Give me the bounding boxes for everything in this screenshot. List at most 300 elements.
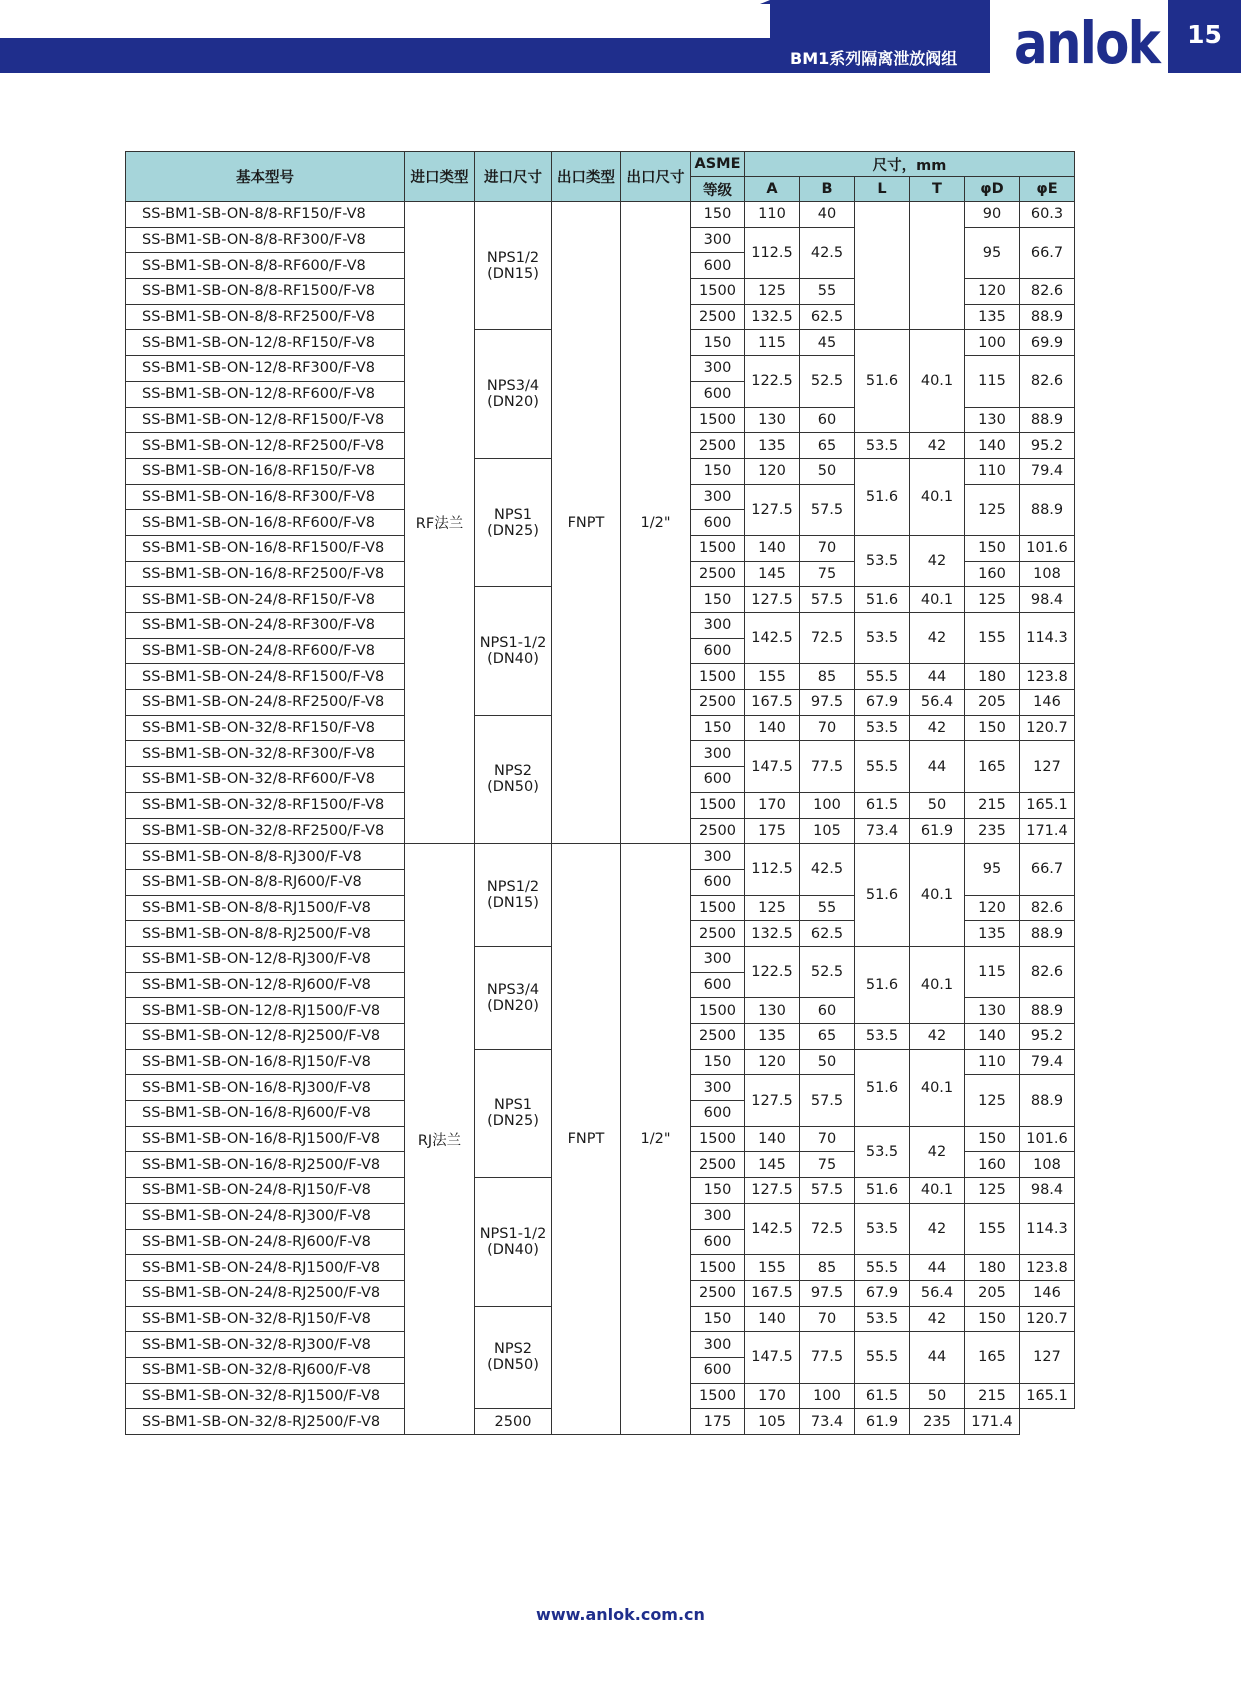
model-cell: SS-BM1-SB-ON-16/8-RF300/F-V8 [126,484,405,510]
dim-d-cell: 125 [965,1075,1020,1126]
dim-l-cell: 51.6 [855,844,910,947]
asme-class-cell: 1500 [691,664,745,690]
model-cell: SS-BM1-SB-ON-16/8-RJ300/F-V8 [126,1075,405,1101]
asme-class-cell: 150 [691,1306,745,1332]
dim-a-cell: 147.5 [745,1332,800,1383]
inlet-size-nps: NPS2 [493,763,533,780]
dim-b-cell: 77.5 [800,1332,855,1383]
dim-b-cell: 42.5 [800,844,855,895]
asme-class-cell: 300 [691,741,745,767]
dim-e-cell: 171.4 [1020,818,1075,844]
outlet-type-cell: FNPT [552,202,621,844]
model-cell: SS-BM1-SB-ON-32/8-RF300/F-V8 [126,741,405,767]
model-cell: SS-BM1-SB-ON-32/8-RJ300/F-V8 [126,1332,405,1358]
dim-e-cell: 120.7 [1020,715,1075,741]
dim-t-cell: 56.4 [910,1280,965,1306]
asme-class-cell: 2500 [691,818,745,844]
dim-a-cell: 135 [745,433,800,459]
dim-b-cell: 45 [800,330,855,356]
dim-d-cell: 150 [965,1126,1020,1152]
model-cell: SS-BM1-SB-ON-24/8-RJ600/F-V8 [126,1229,405,1255]
model-cell: SS-BM1-SB-ON-8/8-RJ600/F-V8 [126,869,405,895]
model-cell: SS-BM1-SB-ON-24/8-RF300/F-V8 [126,613,405,639]
dim-e-cell: 98.4 [1020,1178,1075,1204]
asme-class-cell: 2500 [691,1280,745,1306]
dim-b-cell: 77.5 [800,741,855,792]
inlet-size-nps: NPS3/4 [486,981,540,998]
dim-a-cell: 110 [745,202,800,228]
inlet-size-cell [475,715,552,843]
asme-class-cell: 300 [691,484,745,510]
dim-t-cell: 40.1 [910,458,965,535]
dim-l-cell: 73.4 [800,1409,855,1435]
dim-a-cell: 122.5 [745,356,800,407]
dim-d-cell: 165 [965,741,1020,792]
model-cell: SS-BM1-SB-ON-8/8-RF300/F-V8 [126,227,405,253]
dim-d-cell: 155 [965,613,1020,664]
dim-l-cell: 51.6 [855,587,910,613]
model-cell: SS-BM1-SB-ON-24/8-RF2500/F-V8 [126,690,405,716]
dim-t-cell: 42 [910,715,965,741]
dim-b-cell: 100 [800,1383,855,1409]
model-cell: SS-BM1-SB-ON-16/8-RJ2500/F-V8 [126,1152,405,1178]
dim-a-cell: 175 [691,1409,745,1435]
inlet-size-cell [475,1178,552,1306]
dim-l-cell: 55.5 [855,1332,910,1383]
dim-d-cell: 150 [965,1306,1020,1332]
dim-a-cell: 142.5 [745,613,800,664]
dim-e-cell: 123.8 [1020,664,1075,690]
dim-a-cell: 130 [745,407,800,433]
dim-a-cell: 112.5 [745,227,800,278]
asme-class-cell: 2500 [691,433,745,459]
dim-a-cell: 155 [745,1255,800,1281]
model-cell: SS-BM1-SB-ON-12/8-RF300/F-V8 [126,356,405,382]
model-cell: SS-BM1-SB-ON-32/8-RJ2500/F-V8 [126,1409,405,1435]
dim-d-cell: 130 [965,407,1020,433]
dim-d-cell: 150 [965,535,1020,561]
dim-a-cell: 140 [745,1126,800,1152]
dim-l-cell: 67.9 [855,1280,910,1306]
inlet-size-nps: NPS1/2 [486,879,540,896]
asme-class-cell: 1500 [691,279,745,305]
dim-b-cell: 97.5 [800,1280,855,1306]
dim-a-cell: 122.5 [745,946,800,997]
model-cell: SS-BM1-SB-ON-8/8-RJ300/F-V8 [126,844,405,870]
model-cell: SS-BM1-SB-ON-8/8-RF150/F-V8 [126,202,405,228]
dim-t-cell: 44 [910,741,965,792]
dim-l-cell: 61.5 [855,1383,910,1409]
header-dim-l: L [855,177,910,202]
dim-d-cell: 180 [965,1255,1020,1281]
dim-t-cell: 40.1 [910,844,965,947]
asme-class-cell: 600 [691,253,745,279]
dim-t-cell: 40.1 [910,587,965,613]
header-outlet-type: 出口类型 [552,152,621,202]
model-cell: SS-BM1-SB-ON-32/8-RJ1500/F-V8 [126,1383,405,1409]
asme-class-cell: 300 [691,1332,745,1358]
anlok-logo: anlok [1014,9,1160,77]
model-cell: SS-BM1-SB-ON-32/8-RJ150/F-V8 [126,1306,405,1332]
dim-e-cell: 123.8 [1020,1255,1075,1281]
dim-b-cell: 50 [800,1049,855,1075]
dim-t-cell: 40.1 [910,1178,965,1204]
model-cell: SS-BM1-SB-ON-8/8-RF1500/F-V8 [126,279,405,305]
dim-b-cell: 40 [800,202,855,228]
asme-class-cell: 1500 [691,792,745,818]
dim-l-cell: 61.5 [855,792,910,818]
dim-b-cell: 85 [800,664,855,690]
outlet-size-cell: 1/2" [621,202,691,844]
model-cell: SS-BM1-SB-ON-24/8-RF150/F-V8 [126,587,405,613]
header-dim-b: B [800,177,855,202]
dim-e-cell: 114.3 [1020,1203,1075,1254]
dim-d-cell: 110 [965,1049,1020,1075]
model-cell: SS-BM1-SB-ON-12/8-RF1500/F-V8 [126,407,405,433]
dim-b-cell: 62.5 [800,921,855,947]
outlet-type-cell: FNPT [552,844,621,1435]
dim-a-cell: 127.5 [745,587,800,613]
asme-class-cell: 300 [691,227,745,253]
dim-a-cell: 127.5 [745,484,800,535]
dim-d-cell: 110 [965,458,1020,484]
model-cell: SS-BM1-SB-ON-8/8-RJ1500/F-V8 [126,895,405,921]
dim-e-cell: 165.1 [1020,792,1075,818]
asme-class-cell: 300 [691,356,745,382]
asme-class-cell: 600 [691,1229,745,1255]
dim-a-cell: 130 [745,998,800,1024]
dim-a-cell: 115 [745,330,800,356]
asme-class-cell: 300 [691,1075,745,1101]
dim-l-cell [855,202,910,330]
model-cell: SS-BM1-SB-ON-16/8-RF2500/F-V8 [126,561,405,587]
model-cell: SS-BM1-SB-ON-16/8-RF600/F-V8 [126,510,405,536]
model-cell: SS-BM1-SB-ON-32/8-RJ600/F-V8 [126,1357,405,1383]
dim-b-cell: 105 [800,818,855,844]
asme-class-cell: 150 [691,330,745,356]
dim-d-cell: 160 [965,1152,1020,1178]
asme-class-cell: 150 [691,458,745,484]
dim-d-cell: 215 [965,1383,1020,1409]
model-cell: SS-BM1-SB-ON-24/8-RJ300/F-V8 [126,1203,405,1229]
dim-b-cell: 70 [800,1306,855,1332]
model-cell: SS-BM1-SB-ON-8/8-RF600/F-V8 [126,253,405,279]
inlet-size-nps: NPS1/2 [486,249,540,266]
dim-t-cell: 44 [910,664,965,690]
dim-b-cell: 97.5 [800,690,855,716]
inlet-size-nps: NPS1 [493,1097,533,1114]
dim-t-cell: 44 [910,1332,965,1383]
dim-d-cell: 125 [965,484,1020,535]
asme-class-cell: 600 [691,638,745,664]
dim-t-cell: 42 [910,1306,965,1332]
dim-e-cell: 95.2 [1020,433,1075,459]
dim-l-cell: 53.5 [855,1024,910,1050]
dim-d-cell: 155 [965,1203,1020,1254]
header-asme-class: 等级 [691,177,745,202]
header-dim-e: φE [1020,177,1075,202]
asme-class-cell: 300 [691,613,745,639]
dim-l-cell: 53.5 [855,535,910,586]
dim-d-cell: 205 [965,690,1020,716]
inlet-size-cell [475,202,552,330]
dim-a-cell: 135 [745,1024,800,1050]
dim-e-cell: 108 [1020,1152,1075,1178]
dim-e-cell: 79.4 [1020,1049,1075,1075]
dim-e-cell: 127 [1020,1332,1075,1383]
dim-l-cell: 67.9 [855,690,910,716]
dim-a-cell: 112.5 [745,844,800,895]
dim-e-cell: 98.4 [1020,587,1075,613]
dim-e-cell: 88.9 [1020,998,1075,1024]
dim-l-cell: 55.5 [855,741,910,792]
inlet-size-dn: (DN40) [487,651,539,668]
dim-e-cell: 60.3 [1020,202,1075,228]
model-cell: SS-BM1-SB-ON-12/8-RJ2500/F-V8 [126,1024,405,1050]
header-outlet-size: 出口尺寸 [621,152,691,202]
model-cell: SS-BM1-SB-ON-12/8-RJ600/F-V8 [126,972,405,998]
dim-a-cell: 127.5 [745,1075,800,1126]
dim-d-cell: 150 [965,715,1020,741]
asme-class-cell: 1500 [691,895,745,921]
asme-class-cell: 300 [691,946,745,972]
dim-b-cell: 72.5 [800,1203,855,1254]
dim-e-cell: 88.9 [1020,921,1075,947]
dim-b-cell: 55 [800,895,855,921]
dim-b-cell: 62.5 [800,304,855,330]
dim-a-cell: 127.5 [745,1178,800,1204]
model-cell: SS-BM1-SB-ON-8/8-RJ2500/F-V8 [126,921,405,947]
dim-l-cell: 55.5 [855,664,910,690]
model-cell: SS-BM1-SB-ON-16/8-RJ1500/F-V8 [126,1126,405,1152]
inlet-size-cell [475,946,552,1049]
asme-class-cell: 2500 [691,561,745,587]
dim-a-cell: 145 [745,561,800,587]
dim-b-cell: 70 [800,535,855,561]
dim-b-cell: 57.5 [800,484,855,535]
dim-t-cell: 40.1 [910,946,965,1023]
dim-d-cell: 215 [965,792,1020,818]
dim-e-cell: 79.4 [1020,458,1075,484]
asme-class-cell: 1500 [691,1126,745,1152]
dim-a-cell: 120 [745,458,800,484]
dim-d-cell: 120 [965,895,1020,921]
model-cell: SS-BM1-SB-ON-32/8-RF600/F-V8 [126,767,405,793]
model-cell: SS-BM1-SB-ON-12/8-RF2500/F-V8 [126,433,405,459]
dim-a-cell: 120 [745,1049,800,1075]
asme-class-cell: 150 [691,202,745,228]
dim-l-cell: 53.5 [855,715,910,741]
inlet-size-dn: (DN40) [487,1241,539,1258]
model-cell: SS-BM1-SB-ON-24/8-RF600/F-V8 [126,638,405,664]
header-model: 基本型号 [126,152,405,202]
model-cell: SS-BM1-SB-ON-16/8-RJ150/F-V8 [126,1049,405,1075]
inlet-size-cell [475,1306,552,1409]
asme-class-cell: 1500 [691,998,745,1024]
dim-d-cell: 180 [965,664,1020,690]
dim-a-cell: 132.5 [745,304,800,330]
dim-e-cell: 171.4 [965,1409,1020,1435]
model-cell: SS-BM1-SB-ON-12/8-RF600/F-V8 [126,381,405,407]
header-band [0,0,1241,76]
dim-b-cell: 70 [800,715,855,741]
inlet-size-nps: NPS1 [493,506,533,523]
dim-t-cell: 40.1 [910,330,965,433]
dim-d-cell: 115 [965,946,1020,997]
series-title: BM1系列隔离泄放阀组 [790,49,958,68]
dim-t-cell: 50 [910,1383,965,1409]
page-number-box [1168,0,1241,73]
dim-d-cell: 205 [965,1280,1020,1306]
inlet-size-dn: (DN15) [487,265,539,282]
asme-class-cell: 600 [691,869,745,895]
dim-a-cell: 167.5 [745,690,800,716]
dim-t-cell [910,202,965,330]
asme-class-cell: 150 [691,715,745,741]
inlet-size-dn: (DN50) [487,1357,539,1374]
dim-a-cell: 140 [745,535,800,561]
dim-d-cell: 135 [965,921,1020,947]
table-row [126,844,1075,870]
dim-d-cell: 165 [965,1332,1020,1383]
dim-t-cell: 42 [910,1203,965,1254]
dim-e-cell: 114.3 [1020,613,1075,664]
dim-e-cell: 146 [1020,1280,1075,1306]
model-cell: SS-BM1-SB-ON-24/8-RF1500/F-V8 [126,664,405,690]
dim-a-cell: 167.5 [745,1280,800,1306]
dim-e-cell: 69.9 [1020,330,1075,356]
dim-d-cell: 95 [965,844,1020,895]
page-number: 15 [1187,20,1222,49]
dim-b-cell: 100 [800,792,855,818]
dim-b-cell: 60 [800,407,855,433]
model-cell: SS-BM1-SB-ON-12/8-RJ1500/F-V8 [126,998,405,1024]
header-dim-t: T [910,177,965,202]
dim-b-cell: 50 [800,458,855,484]
model-cell: SS-BM1-SB-ON-16/8-RF1500/F-V8 [126,535,405,561]
outlet-size-cell: 1/2" [621,844,691,1435]
dim-b-cell: 60 [800,998,855,1024]
dim-e-cell: 82.6 [1020,946,1075,997]
dim-d-cell: 140 [965,433,1020,459]
asme-class-cell: 150 [691,1049,745,1075]
asme-class-cell: 600 [691,510,745,536]
inlet-size-cell [475,330,552,458]
model-cell: SS-BM1-SB-ON-12/8-RJ300/F-V8 [126,946,405,972]
asme-class-cell: 600 [691,1101,745,1127]
asme-class-cell: 2500 [691,690,745,716]
dim-l-cell: 53.5 [855,613,910,664]
dim-t-cell: 61.9 [910,818,965,844]
asme-class-cell: 1500 [691,407,745,433]
model-cell: SS-BM1-SB-ON-8/8-RF2500/F-V8 [126,304,405,330]
dim-b-cell: 75 [800,561,855,587]
dim-d-cell: 130 [965,998,1020,1024]
dim-l-cell: 55.5 [855,1255,910,1281]
asme-class-cell: 2500 [691,1024,745,1050]
asme-class-cell: 2500 [475,1409,552,1435]
dim-l-cell: 51.6 [855,330,910,433]
inlet-size-cell [475,587,552,715]
dim-e-cell: 82.6 [1020,279,1075,305]
dim-a-cell: 125 [745,279,800,305]
model-cell: SS-BM1-SB-ON-24/8-RJ150/F-V8 [126,1178,405,1204]
inlet-type-cell: RF法兰 [405,202,475,844]
dim-l-cell: 51.6 [855,1178,910,1204]
table-row [126,202,1075,228]
dim-a-cell: 125 [745,895,800,921]
dim-a-cell: 140 [745,715,800,741]
header-inlet-type: 进口类型 [405,152,475,202]
inlet-size-dn: (DN50) [487,779,539,796]
dim-l-cell: 53.5 [855,1126,910,1177]
inlet-type-cell: RJ法兰 [405,844,475,1435]
dim-t-cell: 56.4 [910,690,965,716]
dim-b-cell: 65 [800,433,855,459]
dim-b-cell: 85 [800,1255,855,1281]
dim-b-cell: 55 [800,279,855,305]
dim-e-cell: 95.2 [1020,1024,1075,1050]
asme-class-cell: 2500 [691,1152,745,1178]
inlet-size-nps: NPS1-1/2 [479,1225,547,1242]
dim-a-cell: 175 [745,818,800,844]
dim-a-cell: 140 [745,1306,800,1332]
dim-a-cell: 145 [745,1152,800,1178]
dim-e-cell: 108 [1020,561,1075,587]
dim-d-cell: 90 [965,202,1020,228]
dim-b-cell: 52.5 [800,356,855,407]
dim-e-cell: 66.7 [1020,227,1075,278]
asme-class-cell: 1500 [691,535,745,561]
inlet-size-nps: NPS1-1/2 [479,635,547,652]
asme-class-cell: 600 [691,381,745,407]
dim-b-cell: 52.5 [800,946,855,997]
inlet-size-cell [475,1049,552,1177]
dim-t-cell: 50 [910,792,965,818]
dim-e-cell: 82.6 [1020,895,1075,921]
dim-e-cell: 101.6 [1020,535,1075,561]
header-dim-a: A [745,177,800,202]
dim-t-cell: 42 [910,535,965,586]
asme-class-cell: 600 [691,972,745,998]
dim-e-cell: 66.7 [1020,844,1075,895]
dim-e-cell: 82.6 [1020,356,1075,407]
dim-a-cell: 132.5 [745,921,800,947]
header-asme: ASME [691,152,745,177]
dim-e-cell: 165.1 [1020,1383,1075,1409]
inlet-size-dn: (DN25) [487,1113,539,1130]
asme-class-cell: 1500 [691,1255,745,1281]
dim-a-cell: 147.5 [745,741,800,792]
asme-class-cell: 2500 [691,921,745,947]
dim-d-cell: 115 [965,356,1020,407]
dim-a-cell: 170 [745,1383,800,1409]
inlet-size-dn: (DN20) [487,394,539,411]
asme-class-cell: 150 [691,1178,745,1204]
model-cell: SS-BM1-SB-ON-24/8-RJ2500/F-V8 [126,1280,405,1306]
inlet-size-dn: (DN25) [487,522,539,539]
header-dim-d: φD [965,177,1020,202]
dim-b-cell: 72.5 [800,613,855,664]
dim-e-cell: 120.7 [1020,1306,1075,1332]
footer-website: www.anlok.com.cn [536,1605,705,1624]
spec-table [125,151,1075,1435]
inlet-size-dn: (DN15) [487,895,539,912]
dim-b-cell: 57.5 [800,1075,855,1126]
dim-b-cell: 70 [800,1126,855,1152]
dim-l-cell: 51.6 [855,458,910,535]
inlet-size-nps: NPS2 [493,1341,533,1358]
